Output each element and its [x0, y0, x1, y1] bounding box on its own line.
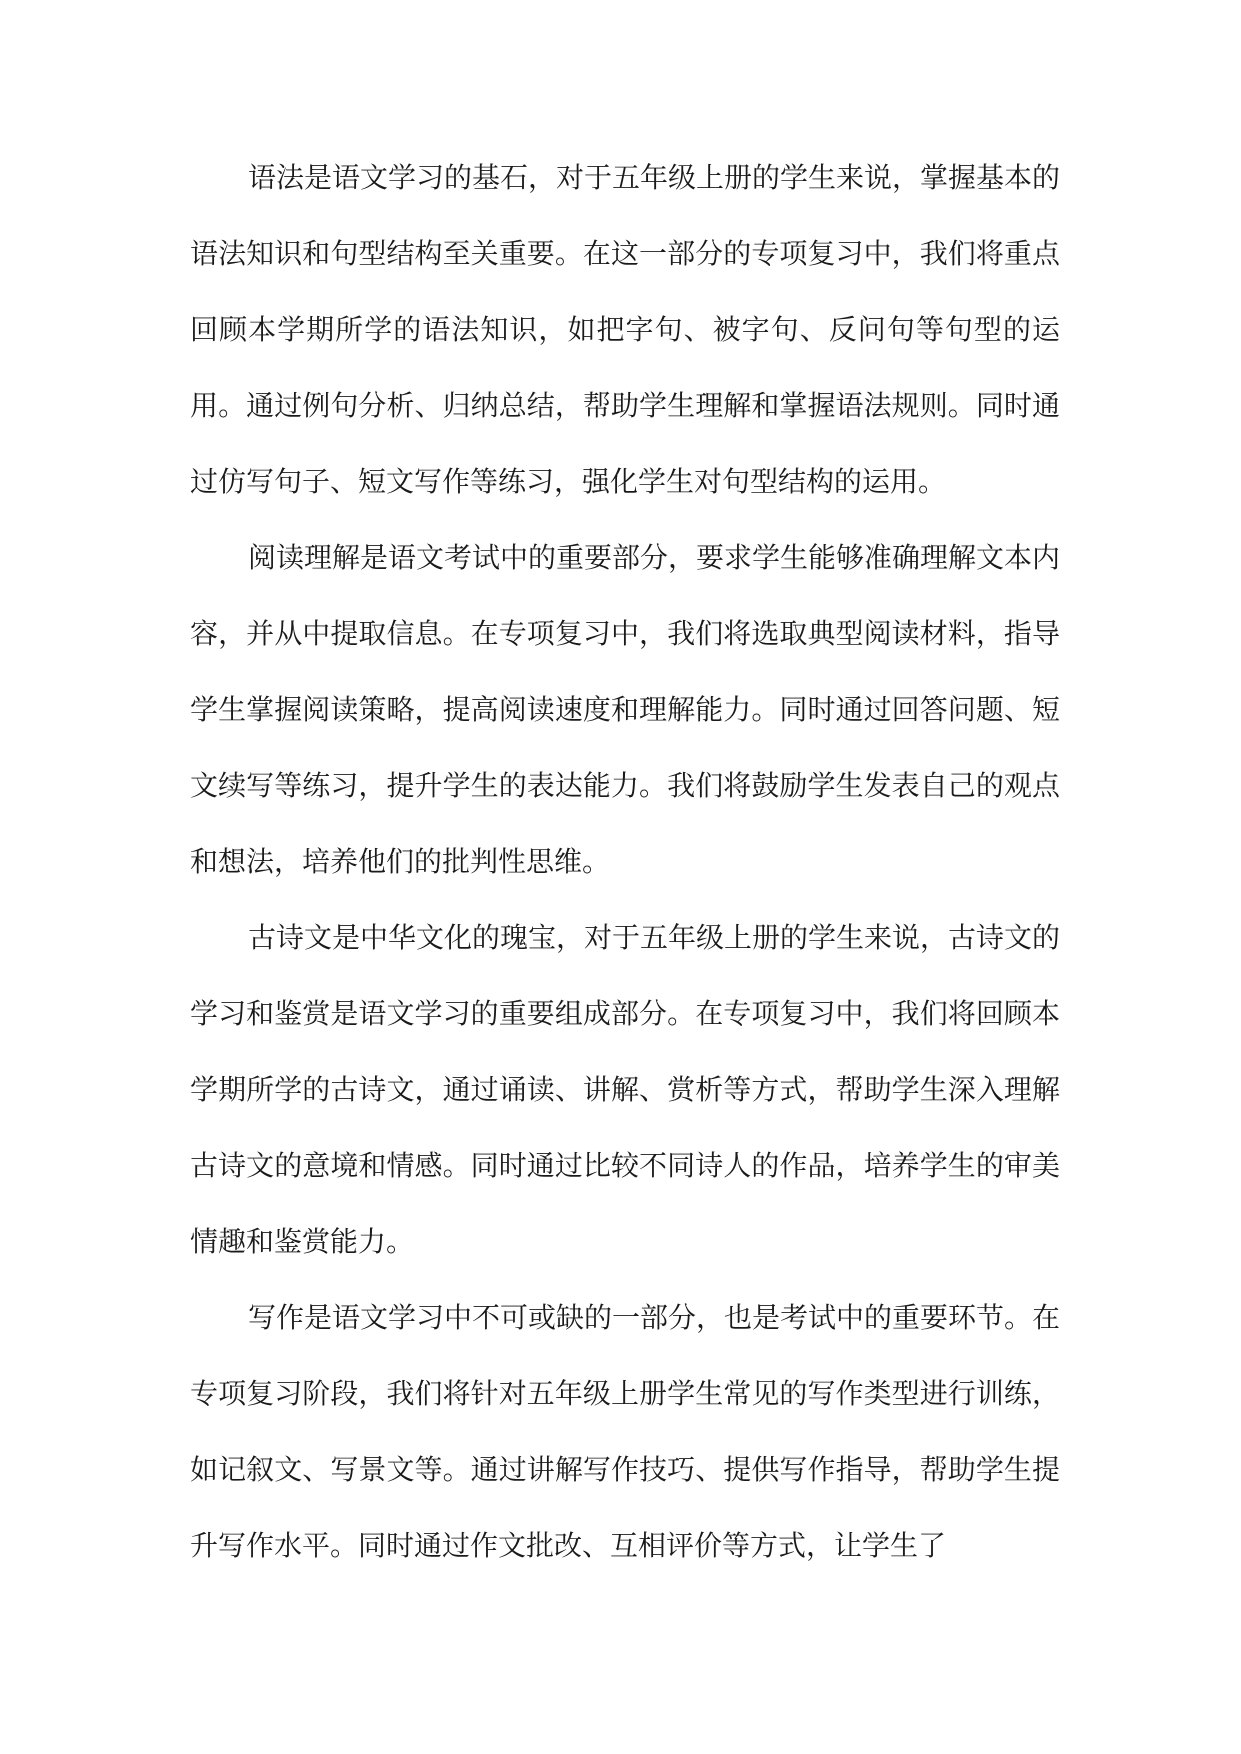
- paragraph-classical-poetry: 古诗文是中华文化的瑰宝，对于五年级上册的学生来说，古诗文的学习和鉴赏是语文学习的重要组成部分。在专项复习中，我们将回顾本学期所学的古诗文，通过诵读、讲解、赏析等方式，帮助学生深入理解古诗文的意境和情感。同时通过比较不同诗人的作品，培养学生的审美情趣和鉴赏能力。: [190, 921, 1061, 1258]
- paragraph-writing: 写作是语文学习中不可或缺的一部分，也是考试中的重要环节。在专项复习阶段，我们将针对五年级上册学生常见的写作类型进行训练，如记叙文、写景文等。通过讲解写作技巧、提供写作指导，帮助学生提升写作水平。同时通过作文批改、互相评价等方式，让学生了: [190, 1301, 1061, 1562]
- document-body: [190, 140, 1060, 1584]
- paragraph-grammar: 语法是语文学习的基石，对于五年级上册的学生来说，掌握基本的语法知识和句型结构至关重要。在这一部分的专项复习中，我们将重点回顾本学期所学的语法知识，如把字句、被字句、反问句等句型的运用。通过例句分析、归纳总结，帮助学生理解和掌握语法规则。同时通过仿写句子、短文写作等练习，强化学生对句型结构的运用。: [190, 161, 1061, 498]
- paragraph-reading: 阅读理解是语文考试中的重要部分，要求学生能够准确理解文本内容，并从中提取信息。在专项复习中，我们将选取典型阅读材料，指导学生掌握阅读策略，提高阅读速度和理解能力。同时通过回答问题、短文续写等练习，提升学生的表达能力。我们将鼓励学生发表自己的观点和想法，培养他们的批判性思维。: [190, 541, 1061, 878]
